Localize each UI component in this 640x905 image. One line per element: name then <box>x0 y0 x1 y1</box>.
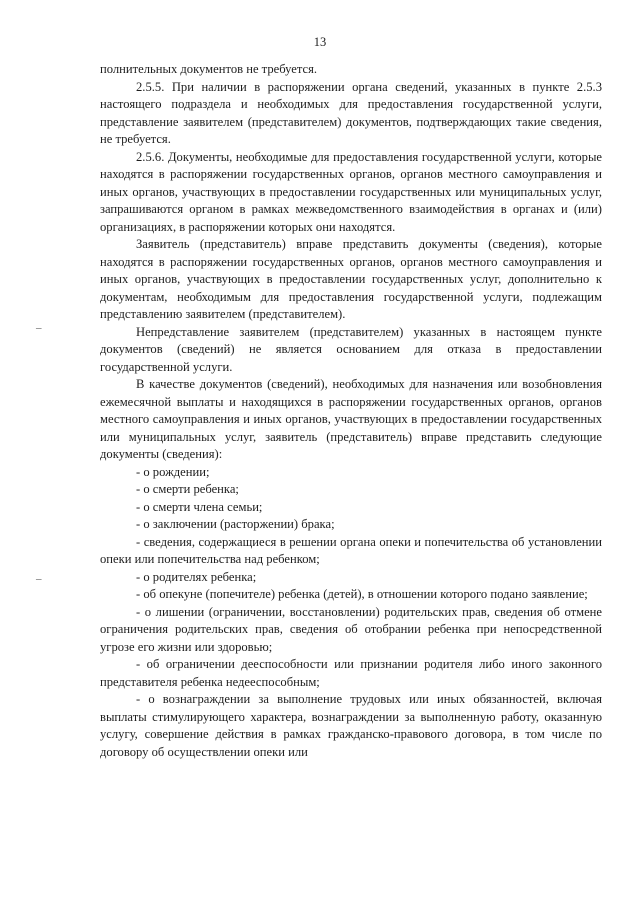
list-item: - о рождении; <box>136 464 210 479</box>
list-item: - о заключении (расторжении) брака; <box>136 517 335 531</box>
list-item: - сведения, содержащиеся в решении органа опеки и попечительства об установлении опеки или попечительства над ребенком; <box>100 534 602 566</box>
paragraph-documents-list-intro: В качестве документов (сведений), необходимых для назначения или возобновления ежемесячной выплаты и находящихся в распоряжении государственных органов, органов местного самоуправления и иных органов, участвующих в предоставлении государственных или муниципальных услуг, заявитель (представитель) вправе представить следующие документы (сведения): <box>100 377 602 461</box>
list-item: - о лишении (ограничении, восстановлении) родительских прав, сведения об отмене ограничения родительских прав, сведения об отобрании ребенка при непосредственной угрозе его жизни или здоровью; <box>100 604 602 654</box>
paragraph-2-5-6: 2.5.6. Документы, необходимые для предоставления государственной услуги, которые находятся в распоряжении государственных органов, органов местного самоуправления и иных органов, участвующих в предоставлении государственных или муниципальных услуг, запрашиваются органом в рамках межведомственного взаимодействия в органах и (или) организациях, в распоряжении которых они находятся. <box>100 149 602 234</box>
list-item: - о смерти ребенка; <box>136 482 239 496</box>
margin-mark: – <box>36 322 42 334</box>
list-item: - об опекуне (попечителе) ребенка (детей), в отношении которого подано заявление; <box>136 587 588 601</box>
list-item: - о смерти члена семьи; <box>136 499 263 514</box>
document-body <box>100 61 602 761</box>
list-item: - о вознаграждении за выполнение трудовых или иных обязанностей, включая выплаты стимулирующего характера, вознаграждении за выполненную работу, оказанную услугу, совершение действия в рамках гражданско-правового договора, в том числе по договору об осуществлении опеки или <box>100 692 602 759</box>
page-number: 13 <box>313 35 327 49</box>
paragraph-non-submission: Непредставление заявителем (представителем) указанных в настоящем пункте документов (сведений) не является основанием для отказа в предоставлении государственной услуги. <box>100 324 602 374</box>
paragraph-continuation: полнительных документов не требуется. <box>100 62 318 76</box>
list-item: - о родителях ребенка; <box>136 569 257 584</box>
list-item: - об ограничении дееспособности или признании родителя либо иного законного представителя ребенка недееспособным; <box>100 657 602 689</box>
paragraph-applicant-right: Заявитель (представитель) вправе представить документы (сведения), которые находятся в распоряжении государственных органов, органов местного самоуправления и иных органов, участвующих в предоставлении государственных услуг, дополнительно к документам, необходимым для предоставления государственной услуги, подлежащим представлению заявителем (представителем). <box>100 237 602 321</box>
margin-mark: – <box>36 573 42 585</box>
paragraph-2-5-5: 2.5.5. При наличии в распоряжении органа сведений, указанных в пункте 2.5.3 настоящего подраздела и необходимых для предоставления государственной услуги, представление заявителем (представителем) документов, подтверждающих такие сведения, не требуется. <box>100 79 602 146</box>
